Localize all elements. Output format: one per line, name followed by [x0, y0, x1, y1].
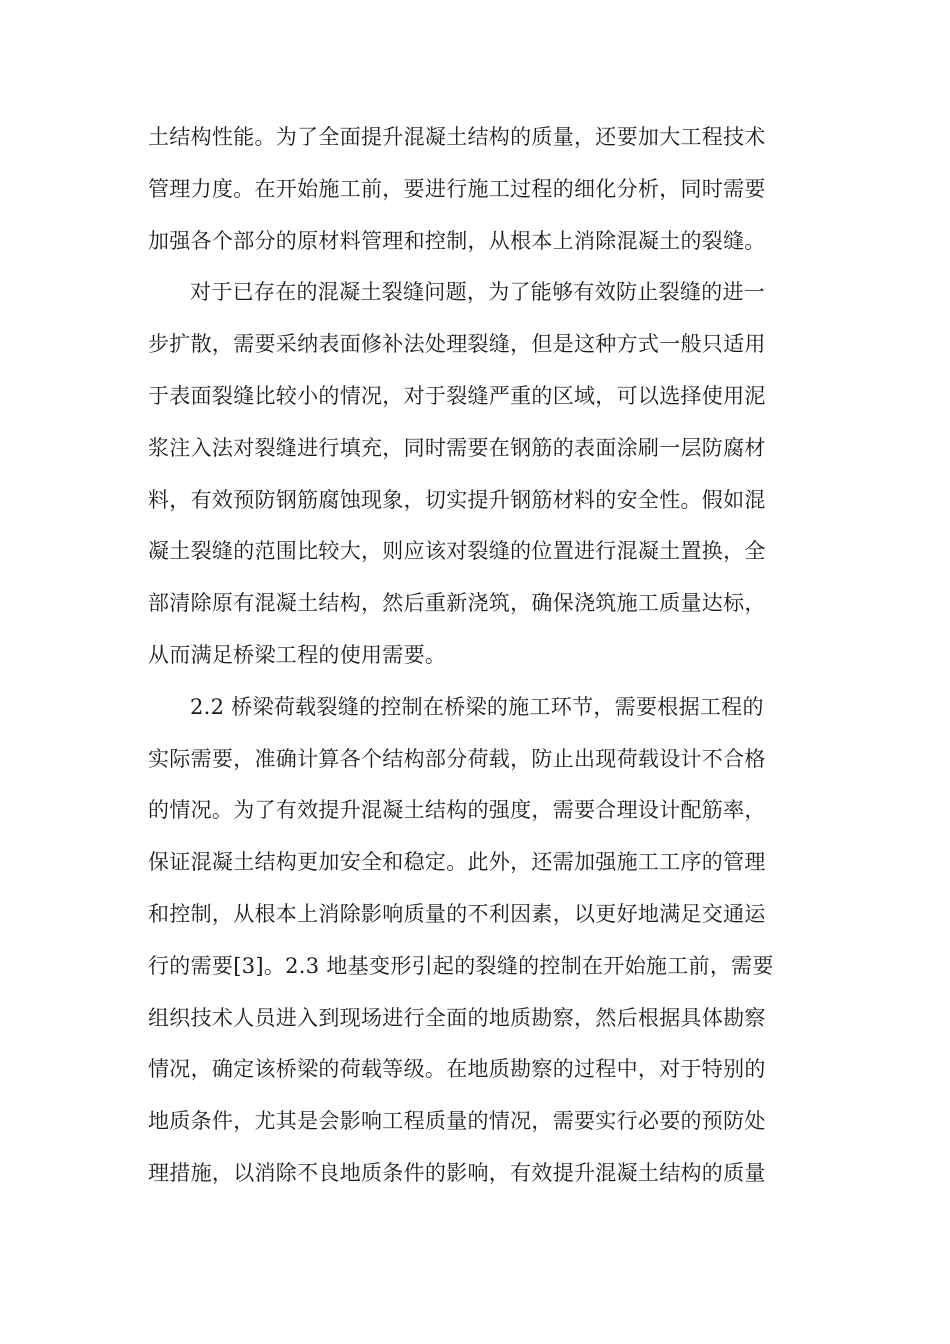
text-line: 加强各个部分的原材料管理和控制，从根本上消除混凝土的裂缝。: [148, 228, 766, 253]
text-line: 和控制，从根本上消除影响质量的不利因素，以更好地满足交通运: [148, 901, 766, 926]
text-line: 2.2 桥梁荷载裂缝的控制在桥梁的施工环节，需要根据工程的: [190, 694, 764, 719]
text-line: 于表面裂缝比较小的情况，对于裂缝严重的区域，可以选择使用泥: [148, 383, 766, 408]
text-line: 行的需要[3]。2.3 地基变形引起的裂缝的控制在开始施工前，需要: [148, 953, 774, 978]
text-line: 情况，确定该桥梁的荷载等级。在地质勘察的过程中，对于特别的: [148, 1057, 766, 1082]
text-line: 保证混凝土结构更加安全和稳定。此外，还需加强施工工序的管理: [148, 850, 766, 875]
text-line: 地质条件，尤其是会影响工程质量的情况，需要实行必要的预防处: [148, 1109, 766, 1134]
text-line: 实际需要，准确计算各个结构部分荷载，防止出现荷载设计不合格: [148, 746, 766, 771]
text-line: 部清除原有混凝土结构，然后重新浇筑，确保浇筑施工质量达标，: [148, 591, 766, 616]
text-line: 对于已存在的混凝土裂缝问题，为了能够有效防止裂缝的进一: [190, 280, 766, 305]
text-line: 土结构性能。为了全面提升混凝土结构的质量，还要加大工程技术: [148, 125, 766, 149]
body-text: [148, 112, 808, 1200]
text-line: 从而满足桥梁工程的使用需要。: [148, 642, 447, 667]
text-line: 的情况。为了有效提升混凝土结构的强度，需要合理设计配筋率，: [148, 798, 766, 823]
text-line: 凝土裂缝的范围比较大，则应该对裂缝的位置进行混凝土置换，全: [148, 539, 766, 564]
text-line: 浆注入法对裂缝进行填充，同时需要在钢筋的表面涂刷一层防腐材: [148, 435, 766, 460]
text-line: 管理力度。在开始施工前，要进行施工过程的细化分析，同时需要: [148, 176, 766, 201]
text-line: 料，有效预防钢筋腐蚀现象，切实提升钢筋材料的安全性。假如混: [148, 487, 766, 512]
text-line: 步扩散，需要采纳表面修补法处理裂缝，但是这种方式一般只适用: [148, 332, 766, 357]
text-line: 理措施，以消除不良地质条件的影响，有效提升混凝土结构的质量: [148, 1160, 766, 1185]
text-line: 组织技术人员进入到现场进行全面的地质勘察，然后根据具体勘察: [148, 1005, 766, 1030]
